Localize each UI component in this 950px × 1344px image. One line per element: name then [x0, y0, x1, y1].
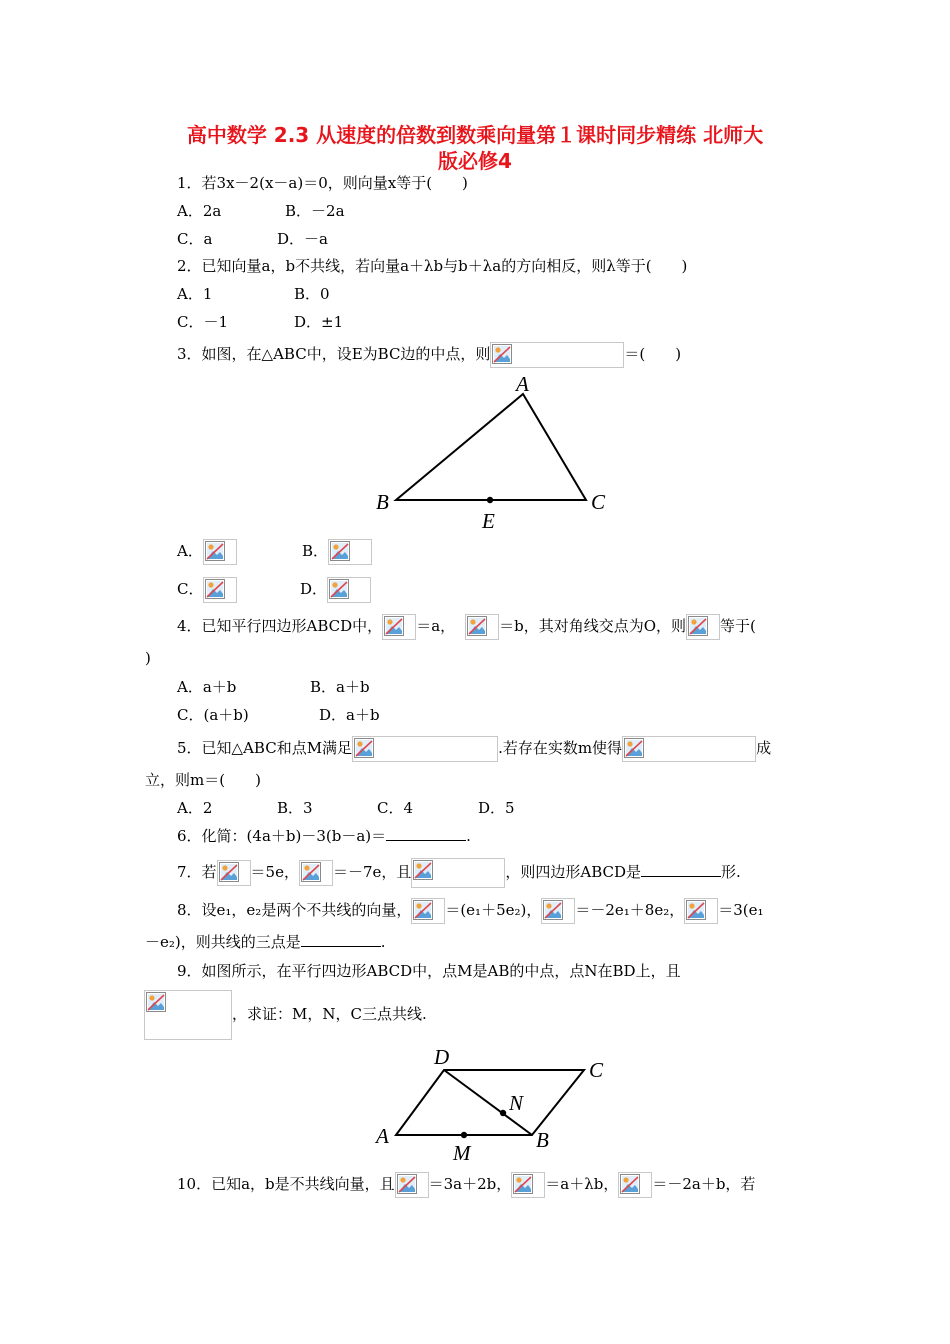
- point-n: [500, 1110, 506, 1116]
- option-label: A．: [177, 542, 203, 560]
- q5-option-a: A．2: [177, 799, 213, 817]
- q1-option-c: C．a: [177, 230, 213, 248]
- broken-image-icon: [219, 862, 239, 882]
- q4-text-4: 等于(: [720, 617, 756, 635]
- q5-text-3: 成: [756, 739, 772, 757]
- formula-image: [686, 614, 720, 640]
- parallelogram-figure: [370, 1042, 620, 1167]
- triangle-abc: [396, 394, 586, 500]
- formula-image: [465, 614, 499, 640]
- label-b: B: [376, 490, 389, 514]
- answer-blank[interactable]: [641, 862, 721, 877]
- q7-text-4: ，则四边形ABCD是: [505, 863, 642, 881]
- q8-text-3: ＝－2e₁＋8e₂，: [575, 901, 685, 919]
- q5-option-b: B．3: [277, 799, 313, 817]
- q5-text-1: 5．已知△ABC和点M满足: [177, 739, 353, 757]
- broken-image-icon: [620, 1174, 640, 1194]
- q4-option-c: C．(a＋b): [177, 706, 249, 724]
- q6-text-2: .: [466, 827, 471, 845]
- option-label: B．: [302, 542, 329, 560]
- q8-text-2: ＝(e₁＋5e₂)，: [445, 901, 542, 919]
- document-title: [140, 122, 810, 174]
- title-line-1: 高中数学 2.3 从速度的倍数到数乘向量第１课时同步精练 北师大: [186, 123, 764, 147]
- formula-image: [541, 898, 575, 924]
- q2-option-b: B．0: [294, 285, 330, 303]
- formula-image: [327, 577, 371, 603]
- broken-image-icon: [205, 579, 225, 599]
- q8-text-1: 8．设e₁，e₂是两个不共线的向量，: [177, 901, 412, 919]
- broken-image-icon: [301, 862, 321, 882]
- q4-text-3: ＝b，其对角线交点为O，则: [499, 617, 687, 635]
- broken-image-icon: [397, 1174, 417, 1194]
- midpoint-e: [487, 497, 493, 503]
- broken-image-icon: [384, 616, 404, 636]
- formula-image: [395, 1172, 429, 1198]
- answer-blank[interactable]: [386, 826, 466, 841]
- q10-text-4: ＝－2a＋b，若: [652, 1175, 756, 1193]
- broken-image-icon: [492, 344, 512, 364]
- parallelogram-abcd: [396, 1070, 584, 1135]
- answer-blank[interactable]: [301, 932, 381, 947]
- q5-stem-end: 立，则m＝( ): [145, 771, 261, 789]
- q2-stem: 2．已知向量a，b不共线，若向量a＋λb与b＋λa的方向相反，则λ等于( ): [177, 257, 688, 275]
- broken-image-icon: [467, 616, 487, 636]
- q5-option-d: D．5: [478, 799, 515, 817]
- q3-option-a: [177, 539, 237, 565]
- q4-stem: [177, 614, 756, 640]
- q3-option-c: [177, 577, 237, 603]
- q4-stem-end: ): [145, 649, 151, 667]
- formula-image: [511, 1172, 545, 1198]
- q1-stem: 1．若3x－2(x－a)＝0，则向量x等于( ): [177, 174, 468, 192]
- formula-image: [411, 858, 505, 888]
- label-a: A: [376, 1124, 389, 1148]
- option-label: C．: [177, 580, 204, 598]
- broken-image-icon: [543, 900, 563, 920]
- broken-image-icon: [205, 541, 225, 561]
- q8-text-6: .: [380, 933, 386, 951]
- q9-stem-2: [144, 990, 427, 1040]
- formula-image: [618, 1172, 652, 1198]
- title-line-2: 版必修4: [438, 149, 512, 173]
- label-c: C: [589, 1058, 604, 1082]
- q1-option-b: B．－2a: [285, 202, 345, 220]
- broken-image-icon: [354, 738, 374, 758]
- q7-text-1: 7．若: [177, 863, 217, 881]
- point-m: [461, 1132, 467, 1138]
- q10-text-3: ＝a＋λb，: [545, 1175, 619, 1193]
- broken-image-icon: [686, 900, 706, 920]
- formula-image: [382, 614, 416, 640]
- q2-option-d: D．±1: [294, 313, 344, 331]
- triangle-figure: [370, 372, 620, 537]
- q6-stem: [177, 825, 471, 847]
- q4-option-a: A．a＋b: [177, 678, 237, 696]
- q7-text-3: ＝－7e，且: [332, 863, 412, 881]
- q4-text-1: 4．已知平行四边形ABCD中，: [177, 617, 383, 635]
- q4-option-d: D．a＋b: [319, 706, 380, 724]
- q7-text-5: 形.: [721, 863, 741, 881]
- q10-text-2: ＝3a＋2b，: [428, 1175, 512, 1193]
- broken-image-icon: [413, 860, 433, 880]
- q2-option-a: A．1: [177, 285, 213, 303]
- q8-text-5: －e₂)，则共线的三点是: [145, 933, 301, 951]
- broken-image-icon: [146, 992, 166, 1012]
- formula-image: [203, 539, 237, 565]
- broken-image-icon: [329, 579, 349, 599]
- label-d: D: [434, 1045, 450, 1069]
- q5-option-c: C．4: [377, 799, 414, 817]
- formula-image: [144, 990, 232, 1040]
- formula-image: [622, 736, 756, 762]
- formula-image: [684, 898, 718, 924]
- label-a: A: [516, 372, 529, 396]
- label-e: E: [482, 509, 495, 533]
- q1-option-d: D．－a: [277, 230, 328, 248]
- label-c: C: [591, 490, 606, 514]
- q10-text-1: 10．已知a，b是不共线向量，且: [177, 1175, 395, 1193]
- q5-stem: [177, 736, 771, 762]
- q6-text-1: 6．化简：(4a＋b)－3(b－a)＝: [177, 827, 387, 845]
- broken-image-icon: [624, 738, 644, 758]
- q10-stem: [177, 1172, 755, 1198]
- q1-option-a: A．2a: [177, 202, 222, 220]
- q7-text-2: ＝5e，: [250, 863, 299, 881]
- q5-text-2: .若存在实数m使得: [498, 739, 623, 757]
- q3-option-d: [300, 577, 371, 603]
- label-m: M: [453, 1141, 471, 1165]
- formula-image: [490, 342, 624, 368]
- broken-image-icon: [513, 1174, 533, 1194]
- q9-stem: 9．如图所示，在平行四边形ABCD中，点M是AB的中点，点N在BD上，且: [177, 962, 681, 980]
- formula-image: [411, 898, 445, 924]
- q8-stem: [177, 898, 764, 924]
- label-b: B: [536, 1128, 549, 1152]
- q3-stem-prefix: 3．如图，在△ABC中，设E为BC边的中点，则: [177, 345, 491, 363]
- q3-stem: [177, 342, 681, 368]
- q3-option-b: [302, 539, 372, 565]
- q8-text-4: ＝3(e₁: [718, 901, 764, 919]
- q4-option-b: B．a＋b: [310, 678, 370, 696]
- broken-image-icon: [330, 541, 350, 561]
- q3-stem-suffix: ＝( ): [624, 345, 682, 363]
- formula-image: [352, 736, 498, 762]
- formula-image: [203, 577, 237, 603]
- broken-image-icon: [413, 900, 433, 920]
- q4-text-2: ＝a，: [416, 617, 456, 635]
- option-label: D．: [300, 580, 328, 598]
- q9-text-2: ，求证：M，N，C三点共线.: [232, 1005, 427, 1023]
- broken-image-icon: [688, 616, 708, 636]
- formula-image: [299, 860, 333, 886]
- label-n: N: [509, 1091, 524, 1115]
- q8-stem-end: [145, 931, 386, 953]
- formula-image: [217, 860, 251, 886]
- q7-stem: [177, 858, 741, 888]
- formula-image: [328, 539, 372, 565]
- q2-option-c: C．－1: [177, 313, 229, 331]
